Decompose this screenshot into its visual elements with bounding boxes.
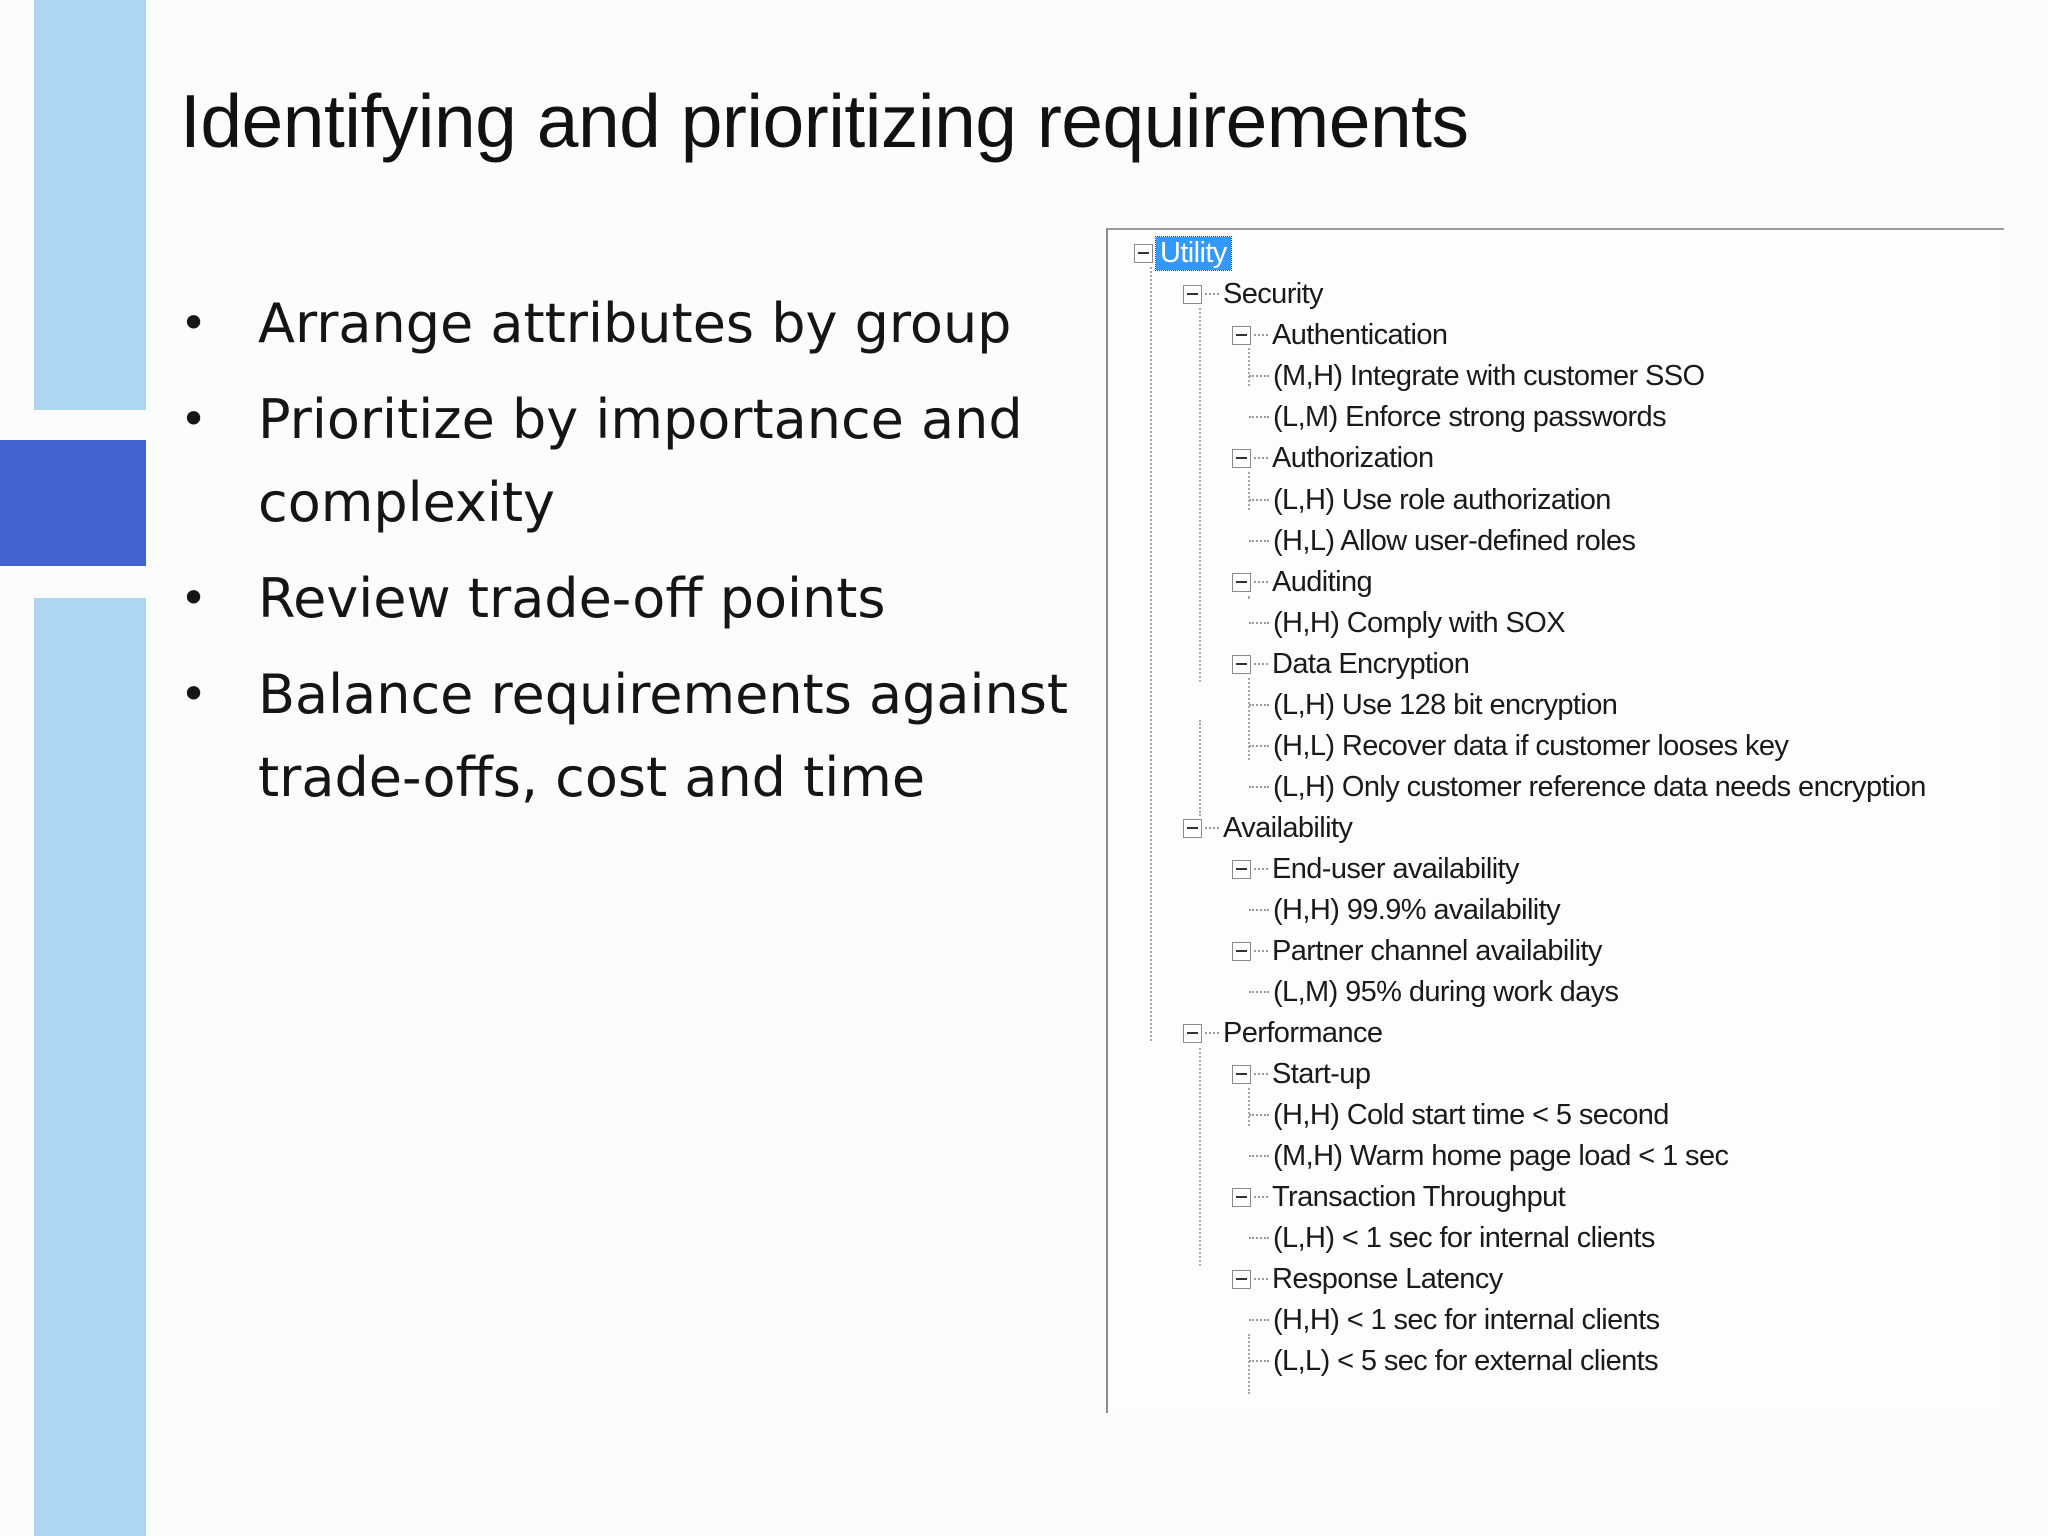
tree-node-authentication[interactable] (1232, 316, 1447, 354)
tree-connector (1199, 1048, 1201, 1266)
tree-node-label[interactable]: Utility (1156, 237, 1231, 270)
tree-node-auditing[interactable] (1232, 563, 1372, 601)
tree-node-start-up[interactable] (1232, 1055, 1370, 1093)
tree-leaf-label[interactable]: (L,H) Use 128 bit encryption (1273, 688, 1618, 721)
tree-connector (1199, 720, 1201, 816)
tree-connector (1249, 499, 1269, 501)
tree-connector (1249, 909, 1269, 911)
tree-connector (1249, 786, 1269, 788)
tree-node-label[interactable]: End-user availability (1272, 852, 1519, 885)
tree-node-transaction-throughput[interactable] (1232, 1178, 1565, 1216)
tree-connector (1249, 375, 1269, 377)
tree-connector (1254, 1196, 1268, 1198)
collapse-toggle-icon[interactable] (1232, 1188, 1251, 1207)
tree-leaf-label[interactable]: (M,H) Warm home page load < 1 sec (1273, 1139, 1729, 1172)
tree-node-response-latency[interactable] (1232, 1260, 1503, 1298)
tree-leaf[interactable] (1249, 727, 1788, 765)
tree-node-end-user-availability[interactable] (1232, 850, 1519, 888)
tree-connector (1205, 827, 1219, 829)
tree-connector (1254, 581, 1268, 583)
bullet-icon: • (180, 296, 208, 350)
bullet-icon: • (180, 392, 208, 446)
tree-node-label[interactable]: Data Encryption (1272, 647, 1470, 680)
tree-leaf-label[interactable]: (H,H) < 1 sec for internal clients (1273, 1303, 1660, 1336)
bullet-item (180, 653, 1080, 819)
collapse-toggle-icon[interactable] (1232, 860, 1251, 879)
tree-connector (1199, 308, 1201, 682)
decorative-bar-accent (0, 440, 146, 566)
bullet-list (180, 282, 1080, 832)
tree-connector (1249, 416, 1269, 418)
tree-connector (1249, 1319, 1269, 1321)
bullet-item (180, 282, 1080, 365)
tree-connector (1249, 991, 1269, 993)
tree-node-performance[interactable] (1183, 1014, 1382, 1052)
tree-connector (1249, 1155, 1269, 1157)
collapse-toggle-icon[interactable] (1232, 1065, 1251, 1084)
tree-leaf[interactable] (1249, 1301, 1660, 1339)
tree-node-label[interactable]: Response Latency (1272, 1262, 1503, 1295)
tree-leaf-label[interactable]: (H,H) Comply with SOX (1273, 606, 1565, 639)
tree-leaf-label[interactable]: (H,H) 99.9% availability (1273, 893, 1560, 926)
tree-connector (1205, 293, 1219, 295)
bullet-icon: • (180, 571, 208, 625)
tree-node-partner-channel-availability[interactable] (1232, 932, 1602, 970)
tree-leaf[interactable] (1249, 973, 1618, 1011)
tree-leaf[interactable] (1249, 1137, 1728, 1175)
tree-leaf[interactable] (1249, 1219, 1655, 1257)
tree-node-label[interactable]: Start-up (1272, 1057, 1371, 1090)
collapse-toggle-icon[interactable] (1232, 942, 1251, 961)
tree-leaf-label[interactable]: (M,H) Integrate with customer SSO (1273, 359, 1705, 392)
tree-connector (1254, 663, 1268, 665)
tree-connector (1249, 1360, 1269, 1362)
bullet-text: Review trade-off points (258, 567, 886, 630)
tree-connector (1249, 540, 1269, 542)
tree-node-label[interactable]: Authentication (1272, 318, 1448, 351)
decorative-bar-bottom (34, 598, 146, 1536)
bullet-item (180, 557, 1080, 640)
tree-leaf[interactable] (1249, 604, 1565, 642)
tree-connector (1254, 457, 1268, 459)
collapse-toggle-icon[interactable] (1183, 1024, 1202, 1043)
tree-node-label[interactable]: Authorization (1272, 441, 1434, 474)
tree-leaf[interactable] (1249, 357, 1704, 395)
tree-connector (1254, 1073, 1268, 1075)
tree-leaf-label[interactable]: (L,M) 95% during work days (1273, 975, 1619, 1008)
bullet-item (180, 378, 1080, 544)
slide-title: Identifying and prioritizing requirements (180, 79, 1469, 163)
tree-leaf-label[interactable]: (L,H) Only customer reference data needs encryption (1273, 770, 1926, 803)
collapse-toggle-icon[interactable] (1183, 285, 1202, 304)
collapse-toggle-icon[interactable] (1232, 655, 1251, 674)
tree-node-label[interactable]: Security (1223, 277, 1323, 310)
tree-node-utility[interactable] (1134, 234, 1231, 272)
tree-connector (1254, 868, 1268, 870)
tree-leaf-label[interactable]: (L,H) < 1 sec for internal clients (1273, 1221, 1655, 1254)
utility-tree-view[interactable] (1106, 228, 2004, 1413)
tree-leaf-label[interactable]: (H,L) Recover data if customer looses key (1273, 729, 1789, 762)
bullet-text: Prioritize by importance and complexity (258, 388, 1023, 534)
tree-leaf[interactable] (1249, 398, 1666, 436)
tree-node-data-encryption[interactable] (1232, 645, 1469, 683)
tree-leaf-label[interactable]: (L,H) Use role authorization (1273, 483, 1611, 516)
tree-leaf-label[interactable]: (H,H) Cold start time < 5 second (1273, 1098, 1669, 1131)
tree-connector (1254, 1278, 1268, 1280)
tree-connector (1150, 267, 1152, 1041)
tree-node-security[interactable] (1183, 275, 1323, 313)
bullet-icon: • (180, 667, 208, 721)
tree-leaf[interactable] (1249, 522, 1635, 560)
tree-node-label[interactable]: Partner channel availability (1272, 934, 1602, 967)
tree-leaf[interactable] (1249, 1096, 1669, 1134)
tree-leaf-label[interactable]: (H,L) Allow user-defined roles (1273, 524, 1636, 557)
tree-node-label[interactable]: Transaction Throughput (1272, 1180, 1566, 1213)
tree-leaf[interactable] (1249, 481, 1611, 519)
tree-node-label[interactable]: Auditing (1272, 565, 1372, 598)
tree-leaf-label[interactable]: (L,L) < 5 sec for external clients (1273, 1344, 1658, 1377)
tree-connector (1254, 334, 1268, 336)
tree-leaf-label[interactable]: (L,M) Enforce strong passwords (1273, 400, 1666, 433)
tree-leaf[interactable] (1249, 768, 1926, 806)
collapse-toggle-icon[interactable] (1232, 449, 1251, 468)
tree-node-authorization[interactable] (1232, 439, 1433, 477)
tree-connector (1249, 1114, 1269, 1116)
collapse-toggle-icon[interactable] (1134, 244, 1153, 263)
tree-connector (1254, 950, 1268, 952)
collapse-toggle-icon[interactable] (1232, 573, 1251, 592)
tree-node-label[interactable]: Performance (1223, 1016, 1383, 1049)
tree-connector (1249, 704, 1269, 706)
tree-leaf[interactable] (1249, 686, 1617, 724)
bullet-text: Balance requirements against trade-offs, cost and time (258, 663, 1069, 809)
collapse-toggle-icon[interactable] (1232, 1270, 1251, 1289)
bullet-text: Arrange attributes by group (258, 292, 1012, 355)
collapse-toggle-icon[interactable] (1183, 819, 1202, 838)
tree-node-availability[interactable] (1183, 809, 1352, 847)
tree-connector (1249, 1237, 1269, 1239)
tree-connector (1249, 622, 1269, 624)
tree-node-label[interactable]: Availability (1223, 811, 1353, 844)
collapse-toggle-icon[interactable] (1232, 326, 1251, 345)
tree-connector (1205, 1032, 1219, 1034)
tree-leaf[interactable] (1249, 891, 1560, 929)
decorative-bar-top (34, 0, 146, 410)
tree-connector (1249, 745, 1269, 747)
tree-leaf[interactable] (1249, 1342, 1658, 1380)
